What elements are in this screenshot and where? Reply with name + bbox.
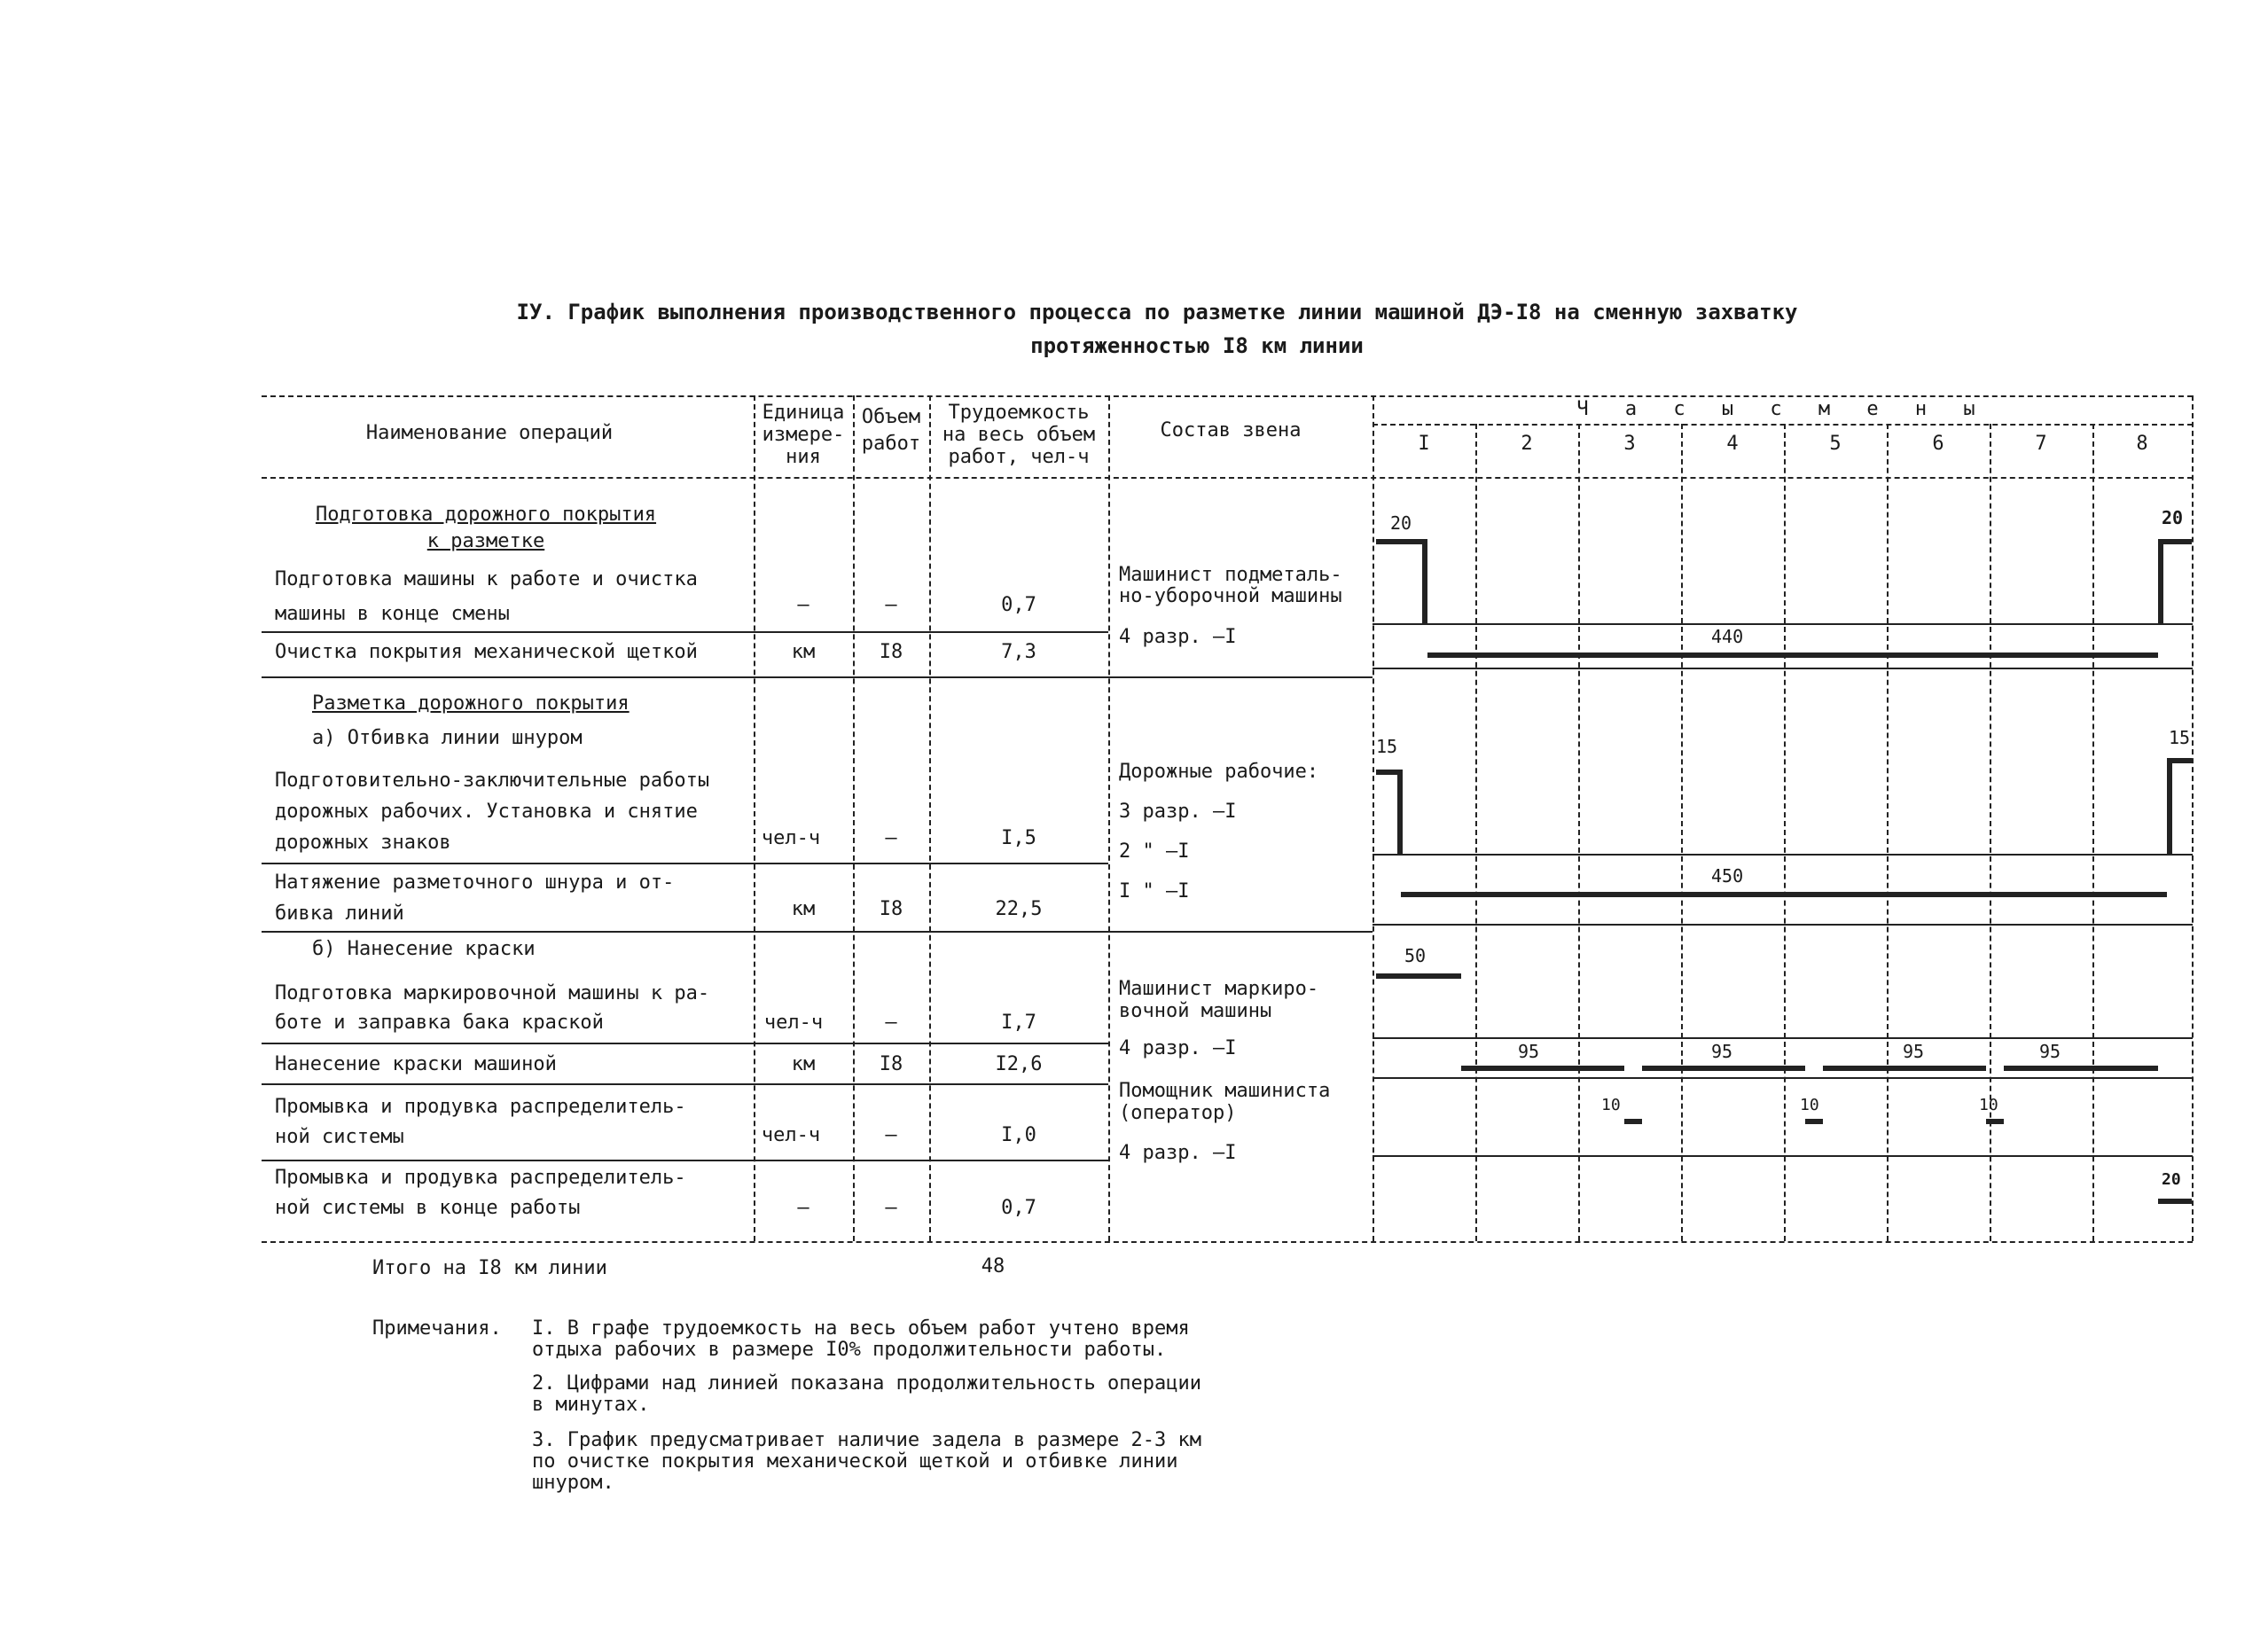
- gantt-label-r6-b: 95: [1711, 1041, 1733, 1062]
- row-sep-5: [262, 1043, 1108, 1044]
- gantt-drop-r3-start: [1397, 770, 1403, 855]
- gantt-label-r6-d: 95: [2039, 1041, 2061, 1062]
- gantt-bar-r6-a: [1461, 1066, 1624, 1071]
- note-1-line-1: I. В графе трудоемкость на весь объем работ учтено время: [532, 1317, 1190, 1340]
- row3-unit: чел-ч: [761, 827, 821, 849]
- hours-header-rule: [1373, 424, 2193, 426]
- hour-line-1: [1475, 424, 1477, 1241]
- note-2-line-2: в минутах.: [532, 1394, 650, 1416]
- gantt-bar-r7-c: [1986, 1119, 2004, 1124]
- table-bottom-rule: [262, 1241, 2193, 1243]
- crew3-line-2: вочной машины: [1119, 1000, 1272, 1022]
- header-volume-2: работ: [861, 433, 921, 455]
- hour-2: 2: [1521, 433, 1533, 455]
- title-line-2: протяженностью I8 км линии: [1030, 333, 1364, 358]
- gantt-drop-r1-end: [2158, 539, 2163, 624]
- col-line-crew: [1108, 395, 1110, 1241]
- col-line-unit: [754, 395, 755, 1241]
- gantt-label-r1-start: 20: [1390, 512, 1412, 534]
- row-sep-7: [262, 1160, 1108, 1161]
- title-line-1: IУ. График выполнения производственного процесса по разметке линии машиной ДЭ-I8 на сменную захватку: [516, 300, 1798, 324]
- row4-name-2: бивка линий: [275, 903, 404, 925]
- row5-unit: чел-ч: [763, 1012, 824, 1034]
- gantt-bar-r7-b: [1805, 1119, 1823, 1124]
- row6-volume: I8: [879, 1053, 903, 1075]
- crew2-line-2: 3 разр. –I: [1119, 801, 1237, 823]
- gantt-label-r3-start: 15: [1376, 736, 1398, 757]
- crew1-line-3: 4 разр. –I: [1119, 626, 1237, 648]
- gantt-line-5: [1373, 1037, 2193, 1039]
- gantt-line-4: [1373, 924, 2193, 926]
- row1-unit: –: [797, 594, 809, 616]
- header-labor-2: на весь объем: [942, 424, 1096, 446]
- gantt-line-1: [1373, 623, 2193, 625]
- row3-name-3: дорожных знаков: [275, 832, 451, 854]
- gantt-label-r2: 440: [1711, 626, 1744, 647]
- hour-3: 3: [1623, 433, 1636, 455]
- row1-labor: 0,7: [1001, 594, 1036, 616]
- crew3-line-4: Помощник машиниста: [1119, 1080, 1331, 1102]
- col-line-hours-start: [1373, 395, 1374, 1241]
- row5-name-2: боте и заправка бака краской: [275, 1012, 604, 1034]
- header-unit-1: Единица: [762, 402, 845, 424]
- gantt-bar-r6-b: [1642, 1066, 1805, 1071]
- row2-unit: км: [791, 641, 816, 663]
- gantt-label-r5: 50: [1404, 945, 1427, 966]
- gantt-bar-r8-end: [2158, 1199, 2192, 1204]
- col-line-labor: [929, 395, 931, 1241]
- crew2-line-1: Дорожные рабочие:: [1119, 761, 1319, 783]
- row5-labor: I,7: [1001, 1012, 1036, 1034]
- row6-labor: I2,6: [995, 1053, 1043, 1075]
- row8-name-1: Промывка и продувка распределитель-: [275, 1167, 686, 1189]
- gantt-line-7: [1373, 1155, 2193, 1157]
- table-top-rule: [262, 395, 2193, 397]
- row4-unit: км: [791, 898, 816, 920]
- total-label: Итого на I8 км линии: [372, 1257, 607, 1279]
- row5-name-1: Подготовка маркировочной машины к ра-: [275, 982, 710, 1004]
- col-line-end: [2192, 395, 2194, 1241]
- gantt-bar-r5: [1376, 973, 1461, 979]
- row3-name-2: дорожных рабочих. Установка и снятие: [275, 801, 698, 823]
- row4-labor: 22,5: [995, 898, 1043, 920]
- gantt-line-6: [1373, 1077, 2193, 1079]
- hour-6: 6: [1932, 433, 1944, 455]
- note-1-line-2: отдыха рабочих в размере I0% продолжительности работы.: [532, 1339, 1167, 1361]
- crew3-line-3: 4 разр. –I: [1119, 1037, 1237, 1059]
- hour-line-2: [1578, 424, 1580, 1241]
- crew2-line-4: I " –I: [1119, 880, 1190, 903]
- gantt-bar-r7-a: [1624, 1119, 1642, 1124]
- row4-name-1: Натяжение разметочного шнура и от-: [275, 871, 675, 894]
- row-sep-6: [262, 1083, 1108, 1085]
- hour-7: 7: [2035, 433, 2047, 455]
- header-volume-1: Объем: [861, 406, 921, 428]
- row2-volume: I8: [879, 641, 903, 663]
- gantt-line-3: [1373, 854, 2193, 856]
- row3-labor: I,5: [1001, 827, 1036, 849]
- gantt-label-r7-a: 10: [1601, 1096, 1621, 1114]
- row7-name-2: ной системы: [275, 1126, 404, 1148]
- row8-labor: 0,7: [1001, 1197, 1036, 1219]
- hour-line-7: [2092, 424, 2094, 1241]
- header-hours-label: Ч а с ы с м е н ы: [1576, 398, 1988, 420]
- header-crew: Состав звена: [1160, 419, 1302, 442]
- gantt-bar-r2: [1427, 652, 2158, 658]
- row8-unit: –: [797, 1197, 809, 1219]
- gantt-bar-r6-c: [1823, 1066, 1986, 1071]
- row2-name-1: Очистка покрытия механической щеткой: [275, 641, 698, 663]
- header-labor-1: Трудоемкость: [948, 402, 1090, 424]
- row-sep-3: [262, 863, 1108, 864]
- hour-5: 5: [1829, 433, 1842, 455]
- section-prep-road-2: к разметке: [426, 530, 545, 552]
- row6-unit: км: [791, 1053, 816, 1075]
- crew3-line-6: 4 разр. –I: [1119, 1142, 1237, 1164]
- crew3-line-5: (оператор): [1119, 1102, 1237, 1124]
- crew1-line-1: Машинист подметаль-: [1119, 564, 1342, 586]
- hour-8: 8: [2136, 433, 2148, 455]
- row7-labor: I,0: [1001, 1124, 1036, 1146]
- hour-4: 4: [1726, 433, 1739, 455]
- crew-sep-1: [1108, 676, 1373, 678]
- gantt-bar-r1-start: [1376, 539, 1427, 544]
- crew1-line-2: но-уборочной машины: [1119, 585, 1342, 607]
- gantt-label-r3-end: 15: [2169, 727, 2191, 748]
- note-3-line-2: по очистке покрытия механической щеткой и отбивке линии: [532, 1450, 1178, 1473]
- note-3-line-3: шнуром.: [532, 1472, 614, 1494]
- note-2-line-1: 2. Цифрами над линией показана продолжительность операции: [532, 1372, 1201, 1395]
- row6-name-1: Нанесение краски машиной: [275, 1053, 557, 1075]
- gantt-drop-r1-start: [1422, 539, 1427, 624]
- row-sep-2: [262, 676, 1108, 678]
- note-3-line-1: 3. График предусматривает наличие задела в размере 2-3 км: [532, 1429, 1201, 1451]
- header-bottom-rule: [262, 477, 2193, 479]
- gantt-bar-r4: [1401, 892, 2167, 897]
- hour-line-5: [1887, 424, 1889, 1241]
- row1-name-1: Подготовка машины к работе и очистка: [275, 568, 698, 590]
- row7-name-1: Промывка и продувка распределитель-: [275, 1096, 686, 1118]
- section-marking: Разметка дорожного покрытия: [312, 692, 630, 715]
- row3-name-1: Подготовительно-заключительные работы: [275, 770, 710, 792]
- col-line-volume: [853, 395, 855, 1241]
- hour-line-3: [1681, 424, 1683, 1241]
- row4-volume: I8: [879, 898, 903, 920]
- row3-volume: –: [885, 827, 897, 849]
- row-sep-4: [262, 931, 1108, 933]
- header-operation: Наименование операций: [365, 422, 614, 444]
- row1-name-2: машины в конце смены: [275, 603, 510, 625]
- row7-unit: чел-ч: [761, 1124, 821, 1146]
- section-marking-b: б) Нанесение краски: [312, 938, 536, 960]
- gantt-label-r4: 450: [1711, 865, 1744, 887]
- row7-volume: –: [885, 1124, 897, 1146]
- gantt-label-r1-end: 20: [2162, 507, 2184, 528]
- hour-line-4: [1784, 424, 1786, 1241]
- total-value: 48: [981, 1255, 1005, 1278]
- row-sep-1: [262, 631, 1108, 633]
- gantt-bar-r6-d: [2004, 1066, 2158, 1071]
- gantt-drop-r3-end: [2167, 758, 2172, 856]
- section-prep-road-1: Подготовка дорожного покрытия: [315, 504, 657, 526]
- row5-volume: –: [885, 1012, 897, 1034]
- gantt-label-r6-c: 95: [1903, 1041, 1925, 1062]
- section-marking-a: а) Отбивка линии шнуром: [312, 727, 583, 749]
- notes-label: Примечания.: [372, 1317, 502, 1340]
- gantt-line-2: [1373, 668, 2193, 669]
- header-labor-3: работ, чел-ч: [948, 446, 1090, 468]
- header-unit-2: измере-: [762, 424, 845, 446]
- gantt-label-r8-end: 20: [2162, 1170, 2181, 1189]
- row8-volume: –: [885, 1197, 897, 1219]
- crew2-line-3: 2 " –I: [1119, 840, 1190, 863]
- gantt-label-r6-a: 95: [1518, 1041, 1540, 1062]
- crew3-line-1: Машинист маркиро-: [1119, 978, 1319, 1000]
- row2-labor: 7,3: [1001, 641, 1036, 663]
- gantt-label-r7-c: 10: [1979, 1096, 1998, 1114]
- crew-sep-2: [1108, 931, 1373, 933]
- hour-1: I: [1418, 433, 1430, 455]
- row8-name-2: ной системы в конце работы: [275, 1197, 581, 1219]
- gantt-label-r7-b: 10: [1800, 1096, 1819, 1114]
- row1-volume: –: [885, 594, 897, 616]
- header-unit-3: ния: [786, 446, 821, 468]
